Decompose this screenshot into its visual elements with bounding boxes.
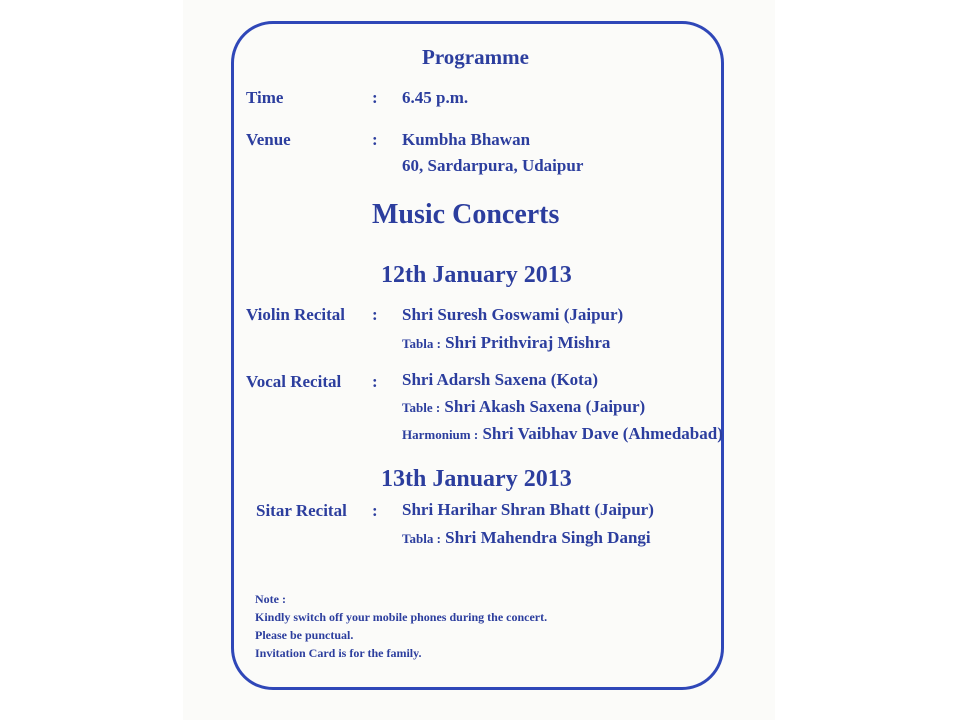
vocal-colon: : xyxy=(372,372,378,391)
concerts-title: Music Concerts xyxy=(372,199,560,230)
vocal-label: Vocal Recital xyxy=(246,372,342,391)
violin-colon: : xyxy=(372,305,378,324)
day2-date: 13th January 2013 xyxy=(381,466,572,492)
venue-line2: 60, Sardarpura, Udaipur xyxy=(402,156,584,175)
violin-label: Violin Recital xyxy=(246,305,345,324)
time-value: 6.45 p.m. xyxy=(402,88,469,107)
violin-performer: Shri Suresh Goswami (Jaipur) xyxy=(402,305,624,324)
tabla-prefix: Tabla : xyxy=(402,336,441,351)
tabla-name: Shri Prithviraj Mishra xyxy=(445,333,611,352)
note-heading: Note : xyxy=(255,592,286,606)
vocal-harmonium xyxy=(402,424,723,444)
programme-heading: Programme xyxy=(422,45,529,69)
table-name: Shri Akash Saxena (Jaipur) xyxy=(444,397,646,416)
tabla-prefix-day2: Tabla : xyxy=(402,531,441,546)
vocal-table xyxy=(402,397,645,417)
venue-label: Venue xyxy=(246,130,291,149)
table-prefix: Table : xyxy=(402,400,441,415)
venue-colon: : xyxy=(372,130,378,149)
harmonium-prefix: Harmonium : xyxy=(402,427,479,442)
sitar-performer: Shri Harihar Shran Bhatt (Jaipur) xyxy=(402,500,654,519)
note-line1: Kindly switch off your mobile phones during the concert. xyxy=(255,610,548,624)
sitar-colon: : xyxy=(372,501,378,520)
time-label: Time xyxy=(246,88,284,107)
vocal-performer: Shri Adarsh Saxena (Kota) xyxy=(402,370,598,389)
note-line2: Please be punctual. xyxy=(255,628,354,642)
sitar-tabla xyxy=(402,528,651,548)
venue-line1: Kumbha Bhawan xyxy=(402,130,531,149)
harmonium-name: Shri Vaibhav Dave (Ahmedabad) xyxy=(482,424,723,443)
card-border xyxy=(231,21,724,690)
day1-date: 12th January 2013 xyxy=(381,262,572,288)
sitar-label: Sitar Recital xyxy=(256,501,347,520)
tabla-name-day2: Shri Mahendra Singh Dangi xyxy=(445,528,651,547)
violin-tabla xyxy=(402,333,610,353)
note-line3: Invitation Card is for the family. xyxy=(255,646,422,660)
time-colon: : xyxy=(372,88,378,107)
